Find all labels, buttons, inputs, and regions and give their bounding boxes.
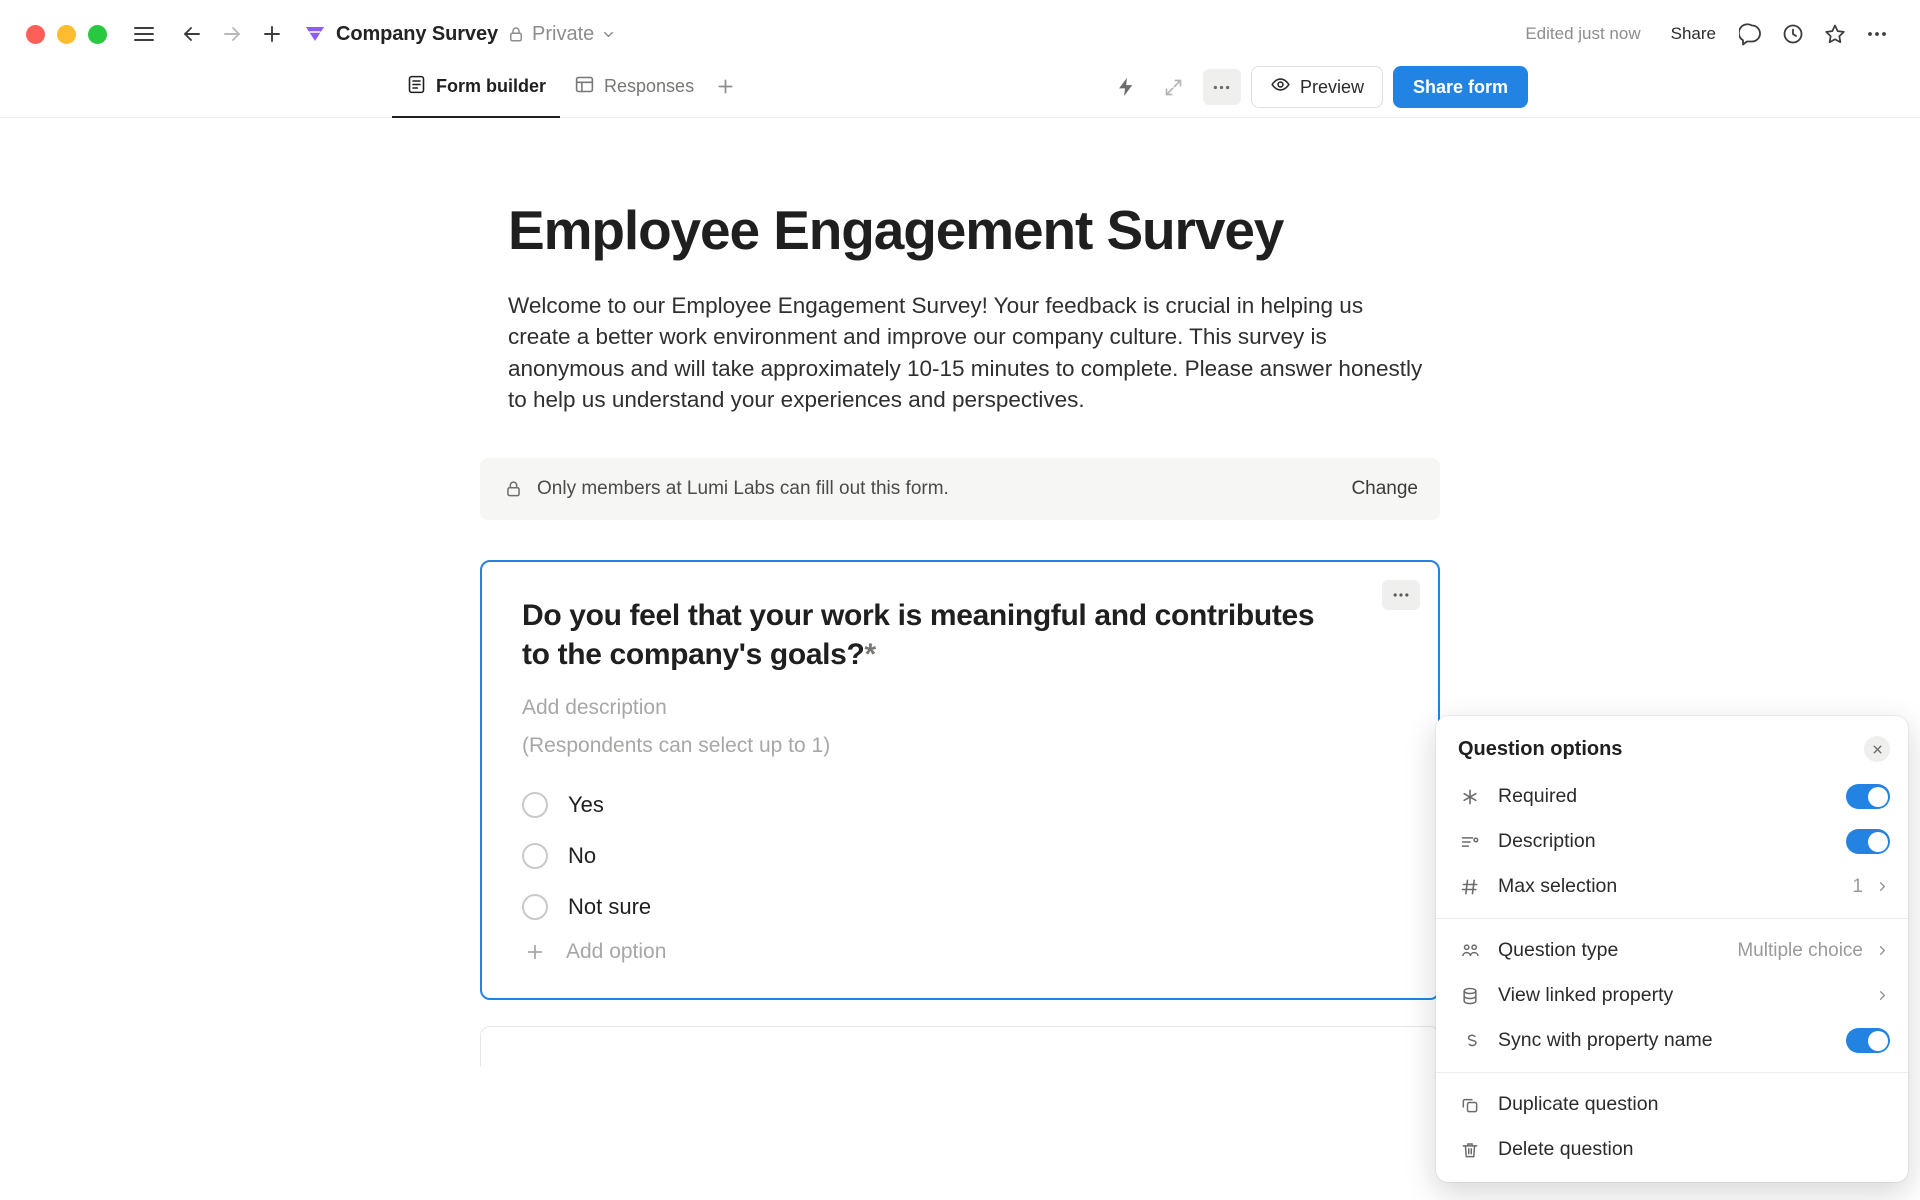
- hash-icon: [1458, 875, 1482, 899]
- add-option-label: Add option: [566, 939, 667, 963]
- radio-icon[interactable]: [522, 843, 548, 869]
- popover-row-required[interactable]: [1436, 774, 1908, 819]
- option-row[interactable]: [522, 886, 1398, 928]
- breadcrumb-privacy[interactable]: [507, 23, 616, 46]
- question-type-value: Multiple choice: [1737, 939, 1863, 961]
- popover-row-label: Question type: [1498, 939, 1619, 961]
- popover-row-max-selection[interactable]: [1436, 864, 1908, 909]
- max-selection-value: 1: [1852, 875, 1863, 897]
- navigate-forward-icon[interactable]: [215, 17, 249, 51]
- chevron-right-icon: [1875, 879, 1890, 894]
- breadcrumb[interactable]: [303, 22, 616, 46]
- popover-row-description[interactable]: [1436, 819, 1908, 864]
- popover-row-label: Sync with property name: [1498, 1029, 1713, 1051]
- radio-icon[interactable]: [522, 792, 548, 818]
- share-form-button[interactable]: Share form: [1393, 66, 1528, 108]
- window-title-bar: [0, 0, 1920, 68]
- question-more-icon[interactable]: [1382, 580, 1420, 610]
- form-icon: [406, 74, 427, 100]
- question-options-popover: [1436, 716, 1908, 1182]
- popover-row-delete-question[interactable]: [1436, 1127, 1908, 1172]
- popover-row-label: Delete question: [1498, 1138, 1634, 1160]
- titlebar-actions: [1525, 17, 1894, 51]
- popover-row-control[interactable]: [1846, 1028, 1890, 1053]
- popover-row-control[interactable]: [1852, 876, 1890, 898]
- popover-row-label: Duplicate question: [1498, 1093, 1659, 1115]
- form-access-notice: [480, 458, 1440, 520]
- window-controls[interactable]: [26, 25, 107, 44]
- breadcrumb-privacy-label: Private: [532, 22, 595, 45]
- tab-list: [392, 68, 742, 117]
- close-window-button[interactable]: [26, 25, 45, 44]
- popover-row-label: Max selection: [1498, 875, 1618, 897]
- database-icon: [1458, 984, 1482, 1008]
- add-tab-icon[interactable]: [708, 68, 742, 117]
- tab-bar-actions: [1107, 66, 1920, 108]
- lock-icon: [507, 25, 525, 43]
- form-description[interactable]: Welcome to our Employee Engagement Survey! Your feedback is crucial in helping us create a better work environment and improve our company culture. This survey is anonymous and will take approximately 10-15 minutes to complete. Please answer honestly to help us understand your experiences and perspectives.: [508, 292, 1423, 413]
- option-label[interactable]: Yes: [568, 791, 604, 817]
- popover-title: Question options: [1458, 737, 1623, 760]
- popover-row-duplicate-question[interactable]: [1436, 1082, 1908, 1127]
- change-access-button[interactable]: Change: [1351, 477, 1418, 499]
- chevron-right-icon: [1875, 943, 1890, 958]
- add-option-button[interactable]: [522, 940, 1398, 964]
- trash-icon: [1458, 1138, 1482, 1162]
- new-page-icon[interactable]: [255, 17, 289, 51]
- tab-label: Form builder: [436, 76, 547, 96]
- tab-responses[interactable]: [560, 68, 708, 117]
- sidebar-toggle-icon[interactable]: [127, 17, 161, 51]
- sync-property-toggle[interactable]: [1846, 1028, 1890, 1053]
- required-marker: *: [864, 637, 876, 671]
- popover-row-control[interactable]: [1737, 940, 1890, 962]
- question-card[interactable]: [480, 560, 1440, 1000]
- plus-icon: [522, 941, 548, 963]
- question-title-text: Do you feel that your work is meaningful and contributes to the company's goals?: [522, 598, 1315, 671]
- form-access-notice-text: Only members at Lumi Labs can fill out this form.: [537, 477, 949, 499]
- option-label[interactable]: Not sure: [568, 893, 652, 919]
- radio-icon[interactable]: [522, 894, 548, 920]
- description-toggle[interactable]: [1846, 829, 1890, 854]
- duplicate-icon: [1458, 1093, 1482, 1117]
- edited-status: Edited just now: [1525, 24, 1641, 43]
- popover-header: [1436, 726, 1908, 774]
- popover-row-control[interactable]: [1846, 829, 1890, 854]
- asterisk-icon: [1458, 785, 1482, 809]
- breadcrumb-title[interactable]: Company Survey: [336, 22, 498, 45]
- popover-divider: [1436, 1072, 1908, 1073]
- question-type-icon: [1458, 939, 1482, 963]
- popover-row-view-linked-property[interactable]: [1436, 973, 1908, 1018]
- tab-bar: [0, 68, 1920, 118]
- popover-row-control[interactable]: [1875, 988, 1890, 1003]
- form-logo-icon: [303, 22, 327, 46]
- lightning-icon[interactable]: [1107, 69, 1145, 105]
- star-icon[interactable]: [1818, 17, 1852, 51]
- minimize-window-button[interactable]: [57, 25, 76, 44]
- expand-icon[interactable]: [1155, 69, 1193, 105]
- table-icon: [574, 74, 595, 100]
- eye-icon: [1270, 74, 1291, 100]
- tab-label: Responses: [604, 76, 695, 96]
- comment-icon[interactable]: [1734, 17, 1768, 51]
- next-question-card-partial[interactable]: [480, 1026, 1440, 1066]
- option-row[interactable]: [522, 784, 1398, 826]
- lock-icon: [504, 479, 523, 498]
- question-description-input[interactable]: Add description: [522, 695, 667, 719]
- popover-row-sync-with-property-name[interactable]: [1436, 1018, 1908, 1063]
- preview-label: Preview: [1299, 76, 1364, 97]
- option-label[interactable]: No: [568, 842, 597, 868]
- description-icon: [1458, 830, 1482, 854]
- clock-icon[interactable]: [1776, 17, 1810, 51]
- popover-row-question-type[interactable]: [1436, 928, 1908, 973]
- share-button[interactable]: Share: [1670, 24, 1716, 43]
- question-selection-hint: (Respondents can select up to 1): [522, 733, 831, 757]
- chevron-down-icon: [601, 27, 616, 42]
- navigate-back-icon[interactable]: [175, 17, 209, 51]
- option-row[interactable]: [522, 835, 1398, 877]
- maximize-window-button[interactable]: [88, 25, 107, 44]
- question-title[interactable]: [522, 596, 1322, 674]
- tab-form-builder[interactable]: [392, 68, 560, 117]
- popover-divider: [1436, 918, 1908, 919]
- more-horizontal-icon[interactable]: [1860, 17, 1894, 51]
- more-horizontal-icon[interactable]: [1203, 69, 1241, 105]
- preview-button[interactable]: [1251, 66, 1383, 108]
- close-icon[interactable]: [1864, 736, 1890, 762]
- popover-row-label: View linked property: [1498, 984, 1674, 1006]
- form-content: [480, 200, 1440, 1066]
- popover-row-label: Required: [1498, 785, 1578, 807]
- page-title[interactable]: Employee Engagement Survey: [508, 199, 1284, 261]
- popover-row-label: Description: [1498, 830, 1596, 852]
- sync-icon: [1458, 1029, 1482, 1053]
- chevron-right-icon: [1875, 988, 1890, 1003]
- required-toggle[interactable]: [1846, 784, 1890, 809]
- form-builder-canvas: [0, 118, 1920, 1160]
- popover-row-control[interactable]: [1846, 784, 1890, 809]
